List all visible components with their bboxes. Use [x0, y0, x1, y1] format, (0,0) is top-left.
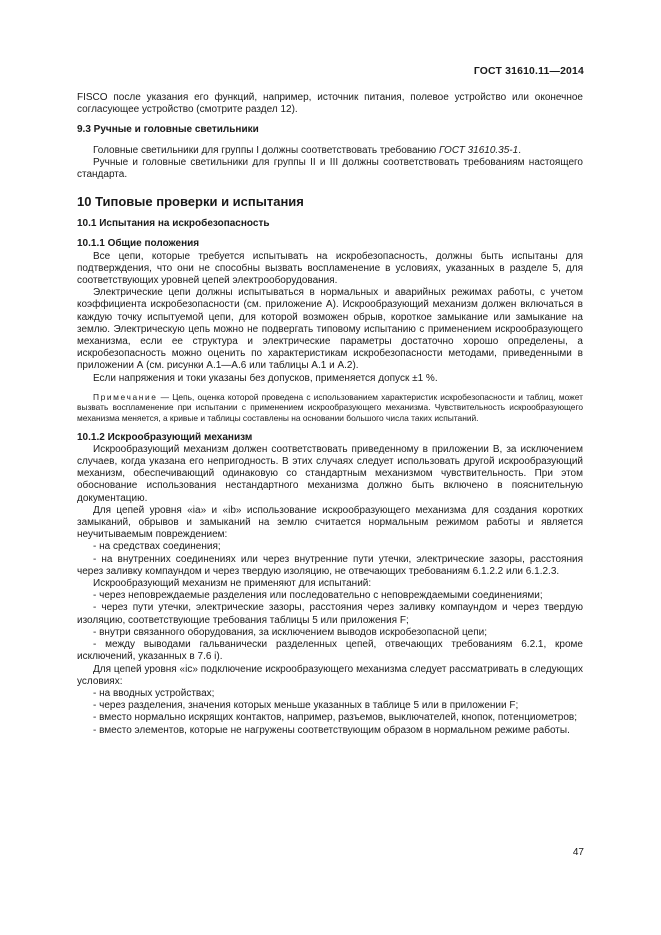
note: [77, 392, 583, 424]
paragraph-10-1-1-2: Электрические цепи должны испытываться в нормальных и аварийных режимах работы, с учетом коэффициента искробезопасности (см. приложение А). Искрообразующий механизм должен включаться в каждую точку испытуемой цепи, для которой возможен обрыв, короткое замыкание или замыкание на землю. Электрическую цепь можно не подвергать типовому испытанию с применением искрообразующего механизма, если ее структура и электрические параметры достаточно хорошо определены, а искробезопасность можно оценить по характеристикам искробезопасности методами, приведенными в приложении А (см. рисунки А.1—А.6 или таблицы А.1 и А.2).: [77, 287, 583, 372]
list-item: - вместо нормально искрящих контактов, например, разъемов, выключателей, кнопок, потенциометров;: [93, 712, 577, 724]
paragraph-10-1-1-3: Если напряжения и токи указаны без допусков, применяется допуск ±1 %.: [93, 372, 438, 384]
list-item: - вместо элементов, которые не нагружены соответствующим образом в нормальном режиме работы.: [93, 724, 570, 736]
heading-10-1-2: 10.1.2 Искрообразующий механизм: [77, 431, 253, 443]
paragraph-10-1-1-1: Все цепи, которые требуется испытывать на искробезопасность, должны быть испытаны для подтверждения, что они не способны вызвать воспламенение в условиях, указанных в разделе 5, для соответствующих уровней цепей электрооборудования.: [77, 250, 583, 287]
text-run: Головные светильники для группы I должны соответствовать требованию: [93, 144, 439, 156]
list-item: - через разделения, значения которых меньше указанных в таблице 5 или в приложении F;: [93, 700, 519, 712]
list-item: - через неповреждаемые разделения или последовательно с неповреждаемыми соединениями;: [93, 590, 543, 602]
note-text: — Цепь, оценка которой проведена с использованием характеристик искробезопасности и таблиц, может вызвать воспламенение при испытании с применением искрообразующего механизма. Чувствительность искрообразующего механизма меняется, а кривые и таблицы составлены на основании большого числа таких испытаний.: [77, 391, 583, 424]
paragraph-10-1-2-3: Искрообразующий механизм не применяют для испытаний:: [93, 578, 372, 590]
heading-10: 10 Типовые проверки и испытания: [77, 194, 304, 210]
heading-10-1: 10.1 Испытания на искробезопасность: [77, 218, 270, 230]
heading-10-1-1: 10.1.1 Общие положения: [77, 238, 200, 250]
list-item: - внутри связанного оборудования, за исключением выводов искробезопасной цепи;: [93, 626, 487, 638]
paragraph-10-1-2-2: Для цепей уровня «ia» и «ib» использование искрообразующего механизма для создания коротких замыканий, обрывов и замыканий на землю считается нормальным режимом работы и является неучитываемым повреждением:: [77, 504, 583, 541]
list-item: - через пути утечки, электрические зазоры, расстояния через заливку компаундом и через твердую изоляцию, соответствующие требования таблицы 5 или приложения F;: [77, 602, 583, 626]
list-item: - на вводных устройствах;: [93, 687, 215, 699]
paragraph-10-1-2-1: Искрообразующий механизм должен соответствовать приведенному в приложении В, за исключением случаев, когда указана его непригодность. В этих случаях следует использовать другой искрообразующий механизм, обеспечивающий одинаковую со стандартным механизмом чувствительность. При этом обоснование использования нестандартного механизма должно быть включено в пояснительную документацию.: [77, 443, 583, 504]
heading-9-3: 9.3 Ручные и головные светильники: [77, 124, 259, 136]
list-item: - на средствах соединения;: [93, 541, 221, 553]
paragraph-9-3-2: Ручные и головные светильники для группы II и III должны соответствовать требованиям настоящего стандарта.: [77, 156, 583, 181]
paragraph-intro: FISCO после указания его функций, например, источник питания, полевое устройство или оконечное согласующее устройство (смотрите раздел 12).: [77, 92, 583, 116]
standard-reference: ГОСТ 31610.35-1: [438, 144, 519, 156]
list-item: - на внутренних соединениях или через внутренние пути утечки, электрические зазоры, расстояния через заливку компаундом и через твердую изоляцию, не отвечающих требованиям 6.1.2.2 или 6.1.2.3.: [77, 553, 583, 577]
page-content: [77, 92, 583, 737]
paragraph-9-3-1: [77, 145, 583, 157]
page-number: 47: [572, 847, 584, 858]
note-label: Примечание: [93, 391, 158, 402]
paragraph-10-1-2-4: Для цепей уровня «ic» подключение искрообразующего механизма следует рассматривать в следующих условиях:: [77, 663, 583, 687]
text-run: .: [518, 144, 521, 156]
document-header: ГОСТ 31610.11—2014: [473, 66, 584, 77]
list-item: - между выводами гальванически разделенных цепей, отвечающих требованиям 6.2.1, кроме исключений, указанных в 7.6 i).: [77, 639, 583, 663]
